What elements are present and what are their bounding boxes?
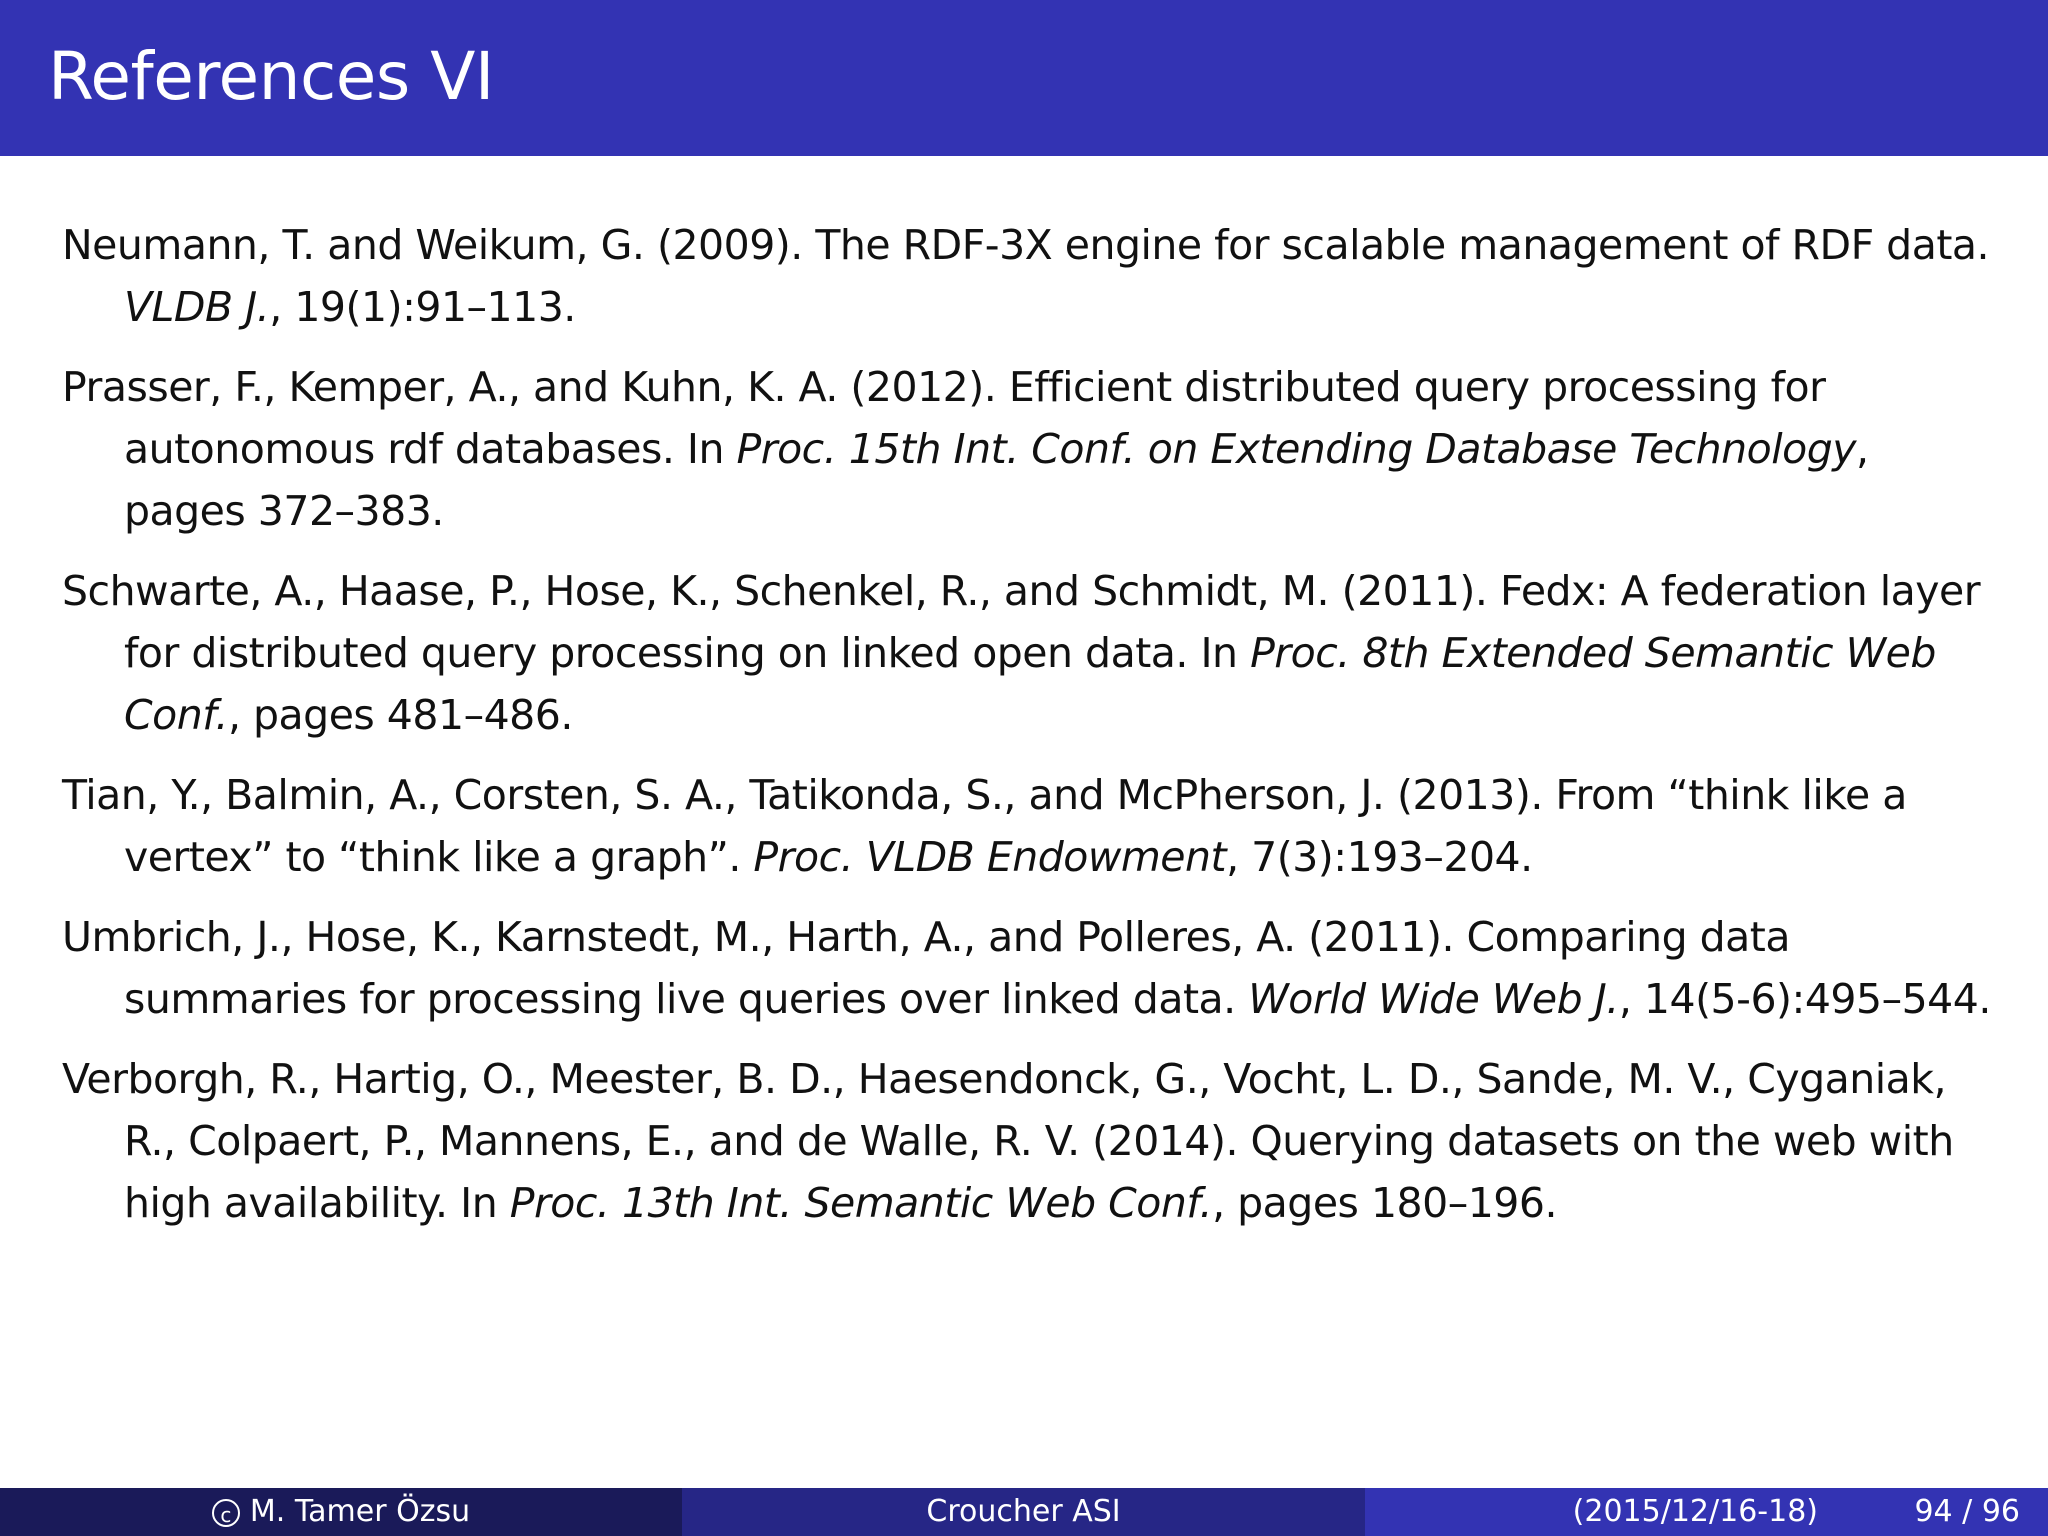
slide-title: References VI xyxy=(48,38,494,115)
reference-pages: , pages 481–486. xyxy=(227,691,573,739)
footer-author-section xyxy=(0,1488,682,1536)
footer-page-number: 94 / 96 xyxy=(1914,1494,2020,1529)
reference-list xyxy=(62,214,2002,1252)
reference-item xyxy=(62,214,2002,338)
reference-item xyxy=(62,1048,2002,1234)
footer-bar xyxy=(0,1488,2048,1536)
reference-text: Verborgh, R., Hartig, O., Meester, B. D., Haesendonck, G., Vocht, L. D., Sande, M. V., Cyganiak, R., Colpaert, P., Mannens, E., and de Walle, R. V. (2014). Querying datasets on the web with high availability. In xyxy=(62,1055,1954,1227)
reference-text: Schwarte, A., Haase, P., Hose, K., Schenkel, R., and Schmidt, M. (2011). Fedx: A federation layer for distributed query processing on linked open data. In xyxy=(62,567,1981,677)
reference-pages: , 14(5-6):495–544. xyxy=(1618,975,1991,1023)
footer-date-section xyxy=(1365,1488,2048,1536)
reference-pages: , 7(3):193–204. xyxy=(1226,833,1533,881)
reference-venue: World Wide Web J. xyxy=(1248,975,1619,1023)
reference-pages: , 19(1):91–113. xyxy=(269,283,576,331)
reference-item xyxy=(62,560,2002,746)
reference-venue: VLDB J. xyxy=(124,283,270,331)
reference-text: Neumann, T. and Weikum, G. (2009). The RDF-3X engine for scalable management of RDF data. xyxy=(62,221,1990,269)
reference-pages: , pages 180–196. xyxy=(1212,1179,1557,1227)
reference-venue: Proc. 8th Extended Semantic Web Conf. xyxy=(124,629,1936,739)
reference-text: Umbrich, J., Hose, K., Karnstedt, M., Harth, A., and Polleres, A. (2011). Comparing data summaries for processing live queries over linked data. xyxy=(62,913,1790,1023)
reference-pages: , pages 372–383. xyxy=(124,425,1869,535)
reference-item xyxy=(62,764,2002,888)
copyright-icon: c xyxy=(212,1499,240,1527)
reference-venue: Proc. VLDB Endowment xyxy=(753,833,1227,881)
reference-item xyxy=(62,356,2002,542)
footer-date: (2015/12/16-18) xyxy=(1572,1494,1818,1529)
footer-talk-title: Croucher ASI xyxy=(926,1494,1121,1529)
reference-item xyxy=(62,906,2002,1030)
title-bar xyxy=(0,0,2048,156)
footer-author: M. Tamer Özsu xyxy=(249,1494,471,1529)
reference-venue: Proc. 15th Int. Conf. on Extending Database Technology xyxy=(736,425,1856,473)
reference-text: Prasser, F., Kemper, A., and Kuhn, K. A. (2012). Efficient distributed query processing for autonomous rdf databases. In xyxy=(62,363,1826,473)
reference-text: Tian, Y., Balmin, A., Corsten, S. A., Tatikonda, S., and McPherson, J. (2013). From “think like a vertex” to “think like a graph”. xyxy=(62,771,1907,881)
reference-venue: Proc. 13th Int. Semantic Web Conf. xyxy=(509,1179,1213,1227)
footer-talk-section xyxy=(682,1488,1365,1536)
